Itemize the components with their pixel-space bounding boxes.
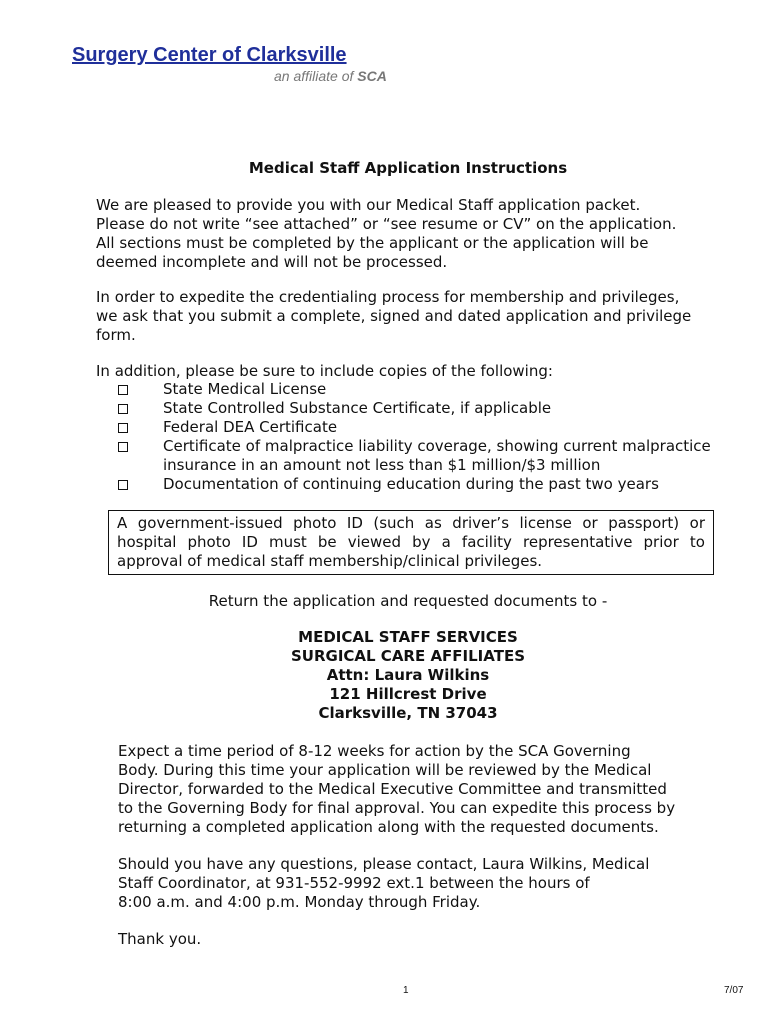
checklist-item bbox=[118, 418, 711, 437]
timeline-line: returning a completed application along with the requested documents. bbox=[118, 818, 659, 836]
notice-word: (such bbox=[373, 514, 415, 532]
notice-word: or bbox=[582, 514, 598, 532]
affiliate-line bbox=[274, 68, 387, 84]
notice-word: be bbox=[317, 533, 337, 551]
affiliate-prefix: an affiliate of bbox=[274, 68, 354, 84]
closing-text: Thank you. bbox=[118, 930, 202, 948]
expedite-line: we ask that you submit a complete, signed and dated application and privilege bbox=[96, 307, 692, 325]
notice-word: photo bbox=[293, 514, 337, 532]
document-title: Medical Staff Application Instructions bbox=[248, 159, 568, 177]
contact-line: Staff Coordinator, at 931-552-9992 ext.1 between the hours of bbox=[118, 874, 590, 892]
timeline-line: Expect a time period of 8-12 weeks for action by the SCA Governing bbox=[118, 742, 631, 760]
notice-word: driver’s bbox=[452, 514, 510, 532]
notice-line bbox=[117, 533, 705, 552]
checklist-item-text: Certificate of malpractice liability coverage, showing current malpractice bbox=[163, 437, 711, 455]
notice-word: viewed bbox=[347, 533, 402, 551]
notice-word: photo bbox=[187, 533, 231, 551]
timeline-line: Body. During this time your application will be reviewed by the Medical bbox=[118, 761, 652, 779]
page-number: 1 bbox=[403, 985, 409, 996]
contact-paragraph bbox=[118, 855, 649, 912]
contact-line: 8:00 a.m. and 4:00 p.m. Monday through Friday. bbox=[118, 893, 481, 911]
affiliate-brand: SCA bbox=[357, 68, 387, 84]
checklist-item bbox=[118, 437, 711, 475]
notice-word: government-issued bbox=[137, 514, 283, 532]
intro-line: We are pleased to provide you with our Medical Staff application packet. bbox=[96, 196, 641, 214]
notice-word: or bbox=[689, 514, 705, 532]
notice-word: hospital bbox=[117, 533, 177, 551]
timeline-line: to the Governing Body for final approval. You can expedite this process by bbox=[118, 799, 676, 817]
photo-id-notice-box bbox=[108, 510, 714, 575]
notice-line: approval of medical staff membership/clinical privileges. bbox=[117, 552, 543, 570]
checklist-item bbox=[118, 475, 711, 494]
organization-title: Surgery Center of Clarksville bbox=[72, 44, 347, 66]
checklist-item-text: Federal DEA Certificate bbox=[163, 418, 338, 436]
address-line: MEDICAL STAFF SERVICES bbox=[298, 628, 518, 646]
intro-line: deemed incomplete and will not be processed. bbox=[96, 253, 448, 271]
notice-word: as bbox=[424, 514, 442, 532]
timeline-paragraph bbox=[118, 742, 675, 837]
notice-word: representative bbox=[523, 533, 633, 551]
notice-word: license bbox=[519, 514, 572, 532]
address-line: Attn: Laura Wilkins bbox=[326, 666, 490, 684]
checklist-item-text: State Controlled Substance Certificate, if applicable bbox=[163, 399, 552, 417]
notice-word: ID bbox=[346, 514, 363, 532]
checklist-item-text: State Medical License bbox=[163, 380, 327, 398]
notice-word: passport) bbox=[608, 514, 680, 532]
notice-word: by bbox=[412, 533, 431, 551]
checkbox-icon bbox=[118, 385, 128, 395]
include-intro: In addition, please be sure to include copies of the following: bbox=[96, 362, 553, 380]
checklist-item bbox=[118, 399, 711, 418]
checkbox-icon bbox=[118, 423, 128, 433]
revision-date: 7/07 bbox=[724, 985, 744, 996]
mailing-address bbox=[0, 628, 770, 723]
notice-word: must bbox=[268, 533, 307, 551]
address-line: SURGICAL CARE AFFILIATES bbox=[290, 647, 525, 665]
address-line: 121 Hillcrest Drive bbox=[329, 685, 487, 703]
address-line: Clarksville, TN 37043 bbox=[318, 704, 498, 722]
notice-word: a bbox=[441, 533, 451, 551]
notice-line bbox=[117, 514, 705, 533]
timeline-line: Director, forwarded to the Medical Executive Committee and transmitted bbox=[118, 780, 667, 798]
checkbox-icon bbox=[118, 404, 128, 414]
notice-word: prior bbox=[643, 533, 679, 551]
notice-word: ID bbox=[241, 533, 258, 551]
checkbox-icon bbox=[118, 480, 128, 490]
required-documents-checklist bbox=[118, 380, 711, 494]
expedite-line: form. bbox=[96, 326, 136, 344]
checklist-item-text: insurance in an amount not less than $1 million/$3 million bbox=[163, 456, 601, 474]
checklist-item-text: Documentation of continuing education during the past two years bbox=[163, 475, 659, 493]
expedite-line: In order to expedite the credentialing process for membership and privileges, bbox=[96, 288, 680, 306]
checkbox-icon bbox=[118, 442, 128, 452]
intro-line: Please do not write “see attached” or “see resume or CV” on the application. bbox=[96, 215, 677, 233]
checklist-item bbox=[118, 380, 711, 399]
notice-word: to bbox=[689, 533, 705, 551]
intro-paragraph bbox=[96, 196, 676, 272]
contact-line: Should you have any questions, please contact, Laura Wilkins, Medical bbox=[118, 855, 650, 873]
return-instruction: Return the application and requested documents to - bbox=[208, 592, 608, 610]
expedite-paragraph bbox=[96, 288, 691, 345]
notice-word: facility bbox=[461, 533, 512, 551]
notice-word: A bbox=[117, 514, 128, 532]
intro-line: All sections must be completed by the applicant or the application will be bbox=[96, 234, 649, 252]
